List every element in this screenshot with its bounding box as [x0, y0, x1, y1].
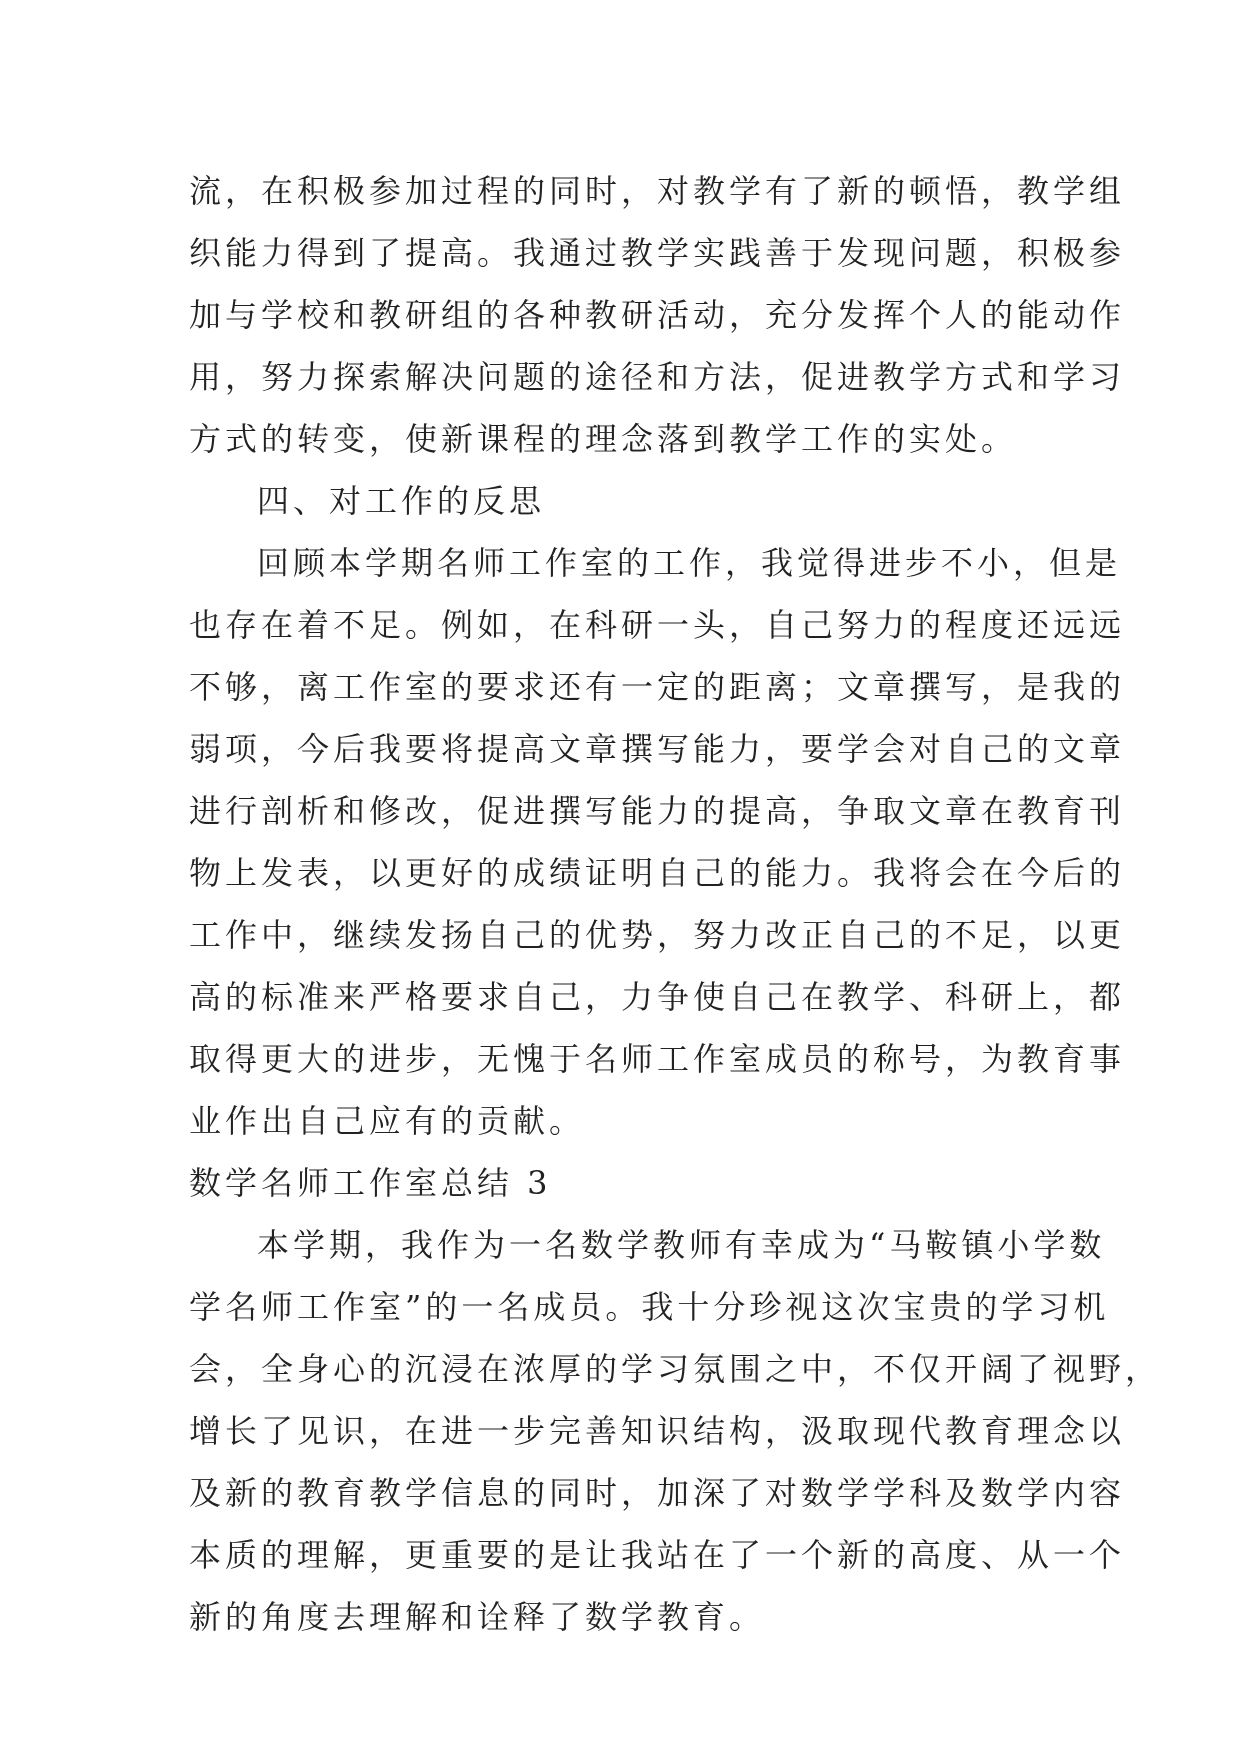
paragraph-line: 弱项，今后我要将提高文章撰写能力，要学会对自己的文章: [189, 730, 1126, 768]
section-heading: 四、对工作的反思: [257, 482, 546, 520]
paragraph-line: 用，努力探索解决问题的途径和方法，促进教学方式和学习: [189, 358, 1126, 396]
paragraph-line: 物上发表，以更好的成绩证明自己的能力。我将会在今后的: [189, 854, 1126, 892]
paragraph-line: 业作出自己应有的贡献。: [189, 1102, 586, 1140]
paragraph-line: 织能力得到了提高。我通过教学实践善于发现问题，积极参: [189, 234, 1126, 272]
paragraph-line: 新的角度去理解和诠释了数学教育。: [189, 1598, 766, 1636]
paragraph-line: 方式的转变，使新课程的理念落到教学工作的实处。: [189, 420, 1018, 458]
paragraph-line: 回顾本学期名师工作室的工作，我觉得进步不小，但是: [257, 544, 1122, 582]
paragraph-line: 不够，离工作室的要求还有一定的距离；文章撰写，是我的: [189, 668, 1126, 706]
paragraph-line: 高的标准来严格要求自己，力争使自己在教学、科研上，都: [189, 978, 1126, 1016]
paragraph-line: 本质的理解，更重要的是让我站在了一个新的高度、从一个: [189, 1536, 1126, 1574]
paragraph-line: 工作中，继续发扬自己的优势，努力改正自己的不足，以更: [189, 916, 1126, 954]
paragraph-line: 增长了见识，在进一步完善知识结构，汲取现代教育理念以: [189, 1412, 1126, 1450]
paragraph-line: 也存在着不足。例如，在科研一头，自己努力的程度还远远: [189, 606, 1126, 644]
document-body: [189, 160, 1162, 1648]
document-title: 数学名师工作室总结 3: [189, 1164, 552, 1202]
paragraph-line: 取得更大的进步，无愧于名师工作室成员的称号，为教育事: [189, 1040, 1126, 1078]
paragraph-line: 进行剖析和修改，促进撰写能力的提高，争取文章在教育刊: [189, 792, 1126, 830]
paragraph-line: 本学期，我作为一名数学教师有幸成为“马鞍镇小学数: [257, 1226, 1106, 1264]
paragraph-line: 流，在积极参加过程的同时，对教学有了新的顿悟，教学组: [189, 172, 1126, 210]
paragraph-line: 及新的教育教学信息的同时，加深了对数学学科及数学内容: [189, 1474, 1126, 1512]
paragraph-line: 加与学校和教研组的各种教研活动，充分发挥个人的能动作: [189, 296, 1126, 334]
paragraph-line: 学名师工作室”的一名成员。我十分珍视这次宝贵的学习机: [189, 1288, 1110, 1326]
paragraph-line: 会，全身心的沉浸在浓厚的学习氛围之中，不仅开阔了视野，: [189, 1350, 1162, 1388]
